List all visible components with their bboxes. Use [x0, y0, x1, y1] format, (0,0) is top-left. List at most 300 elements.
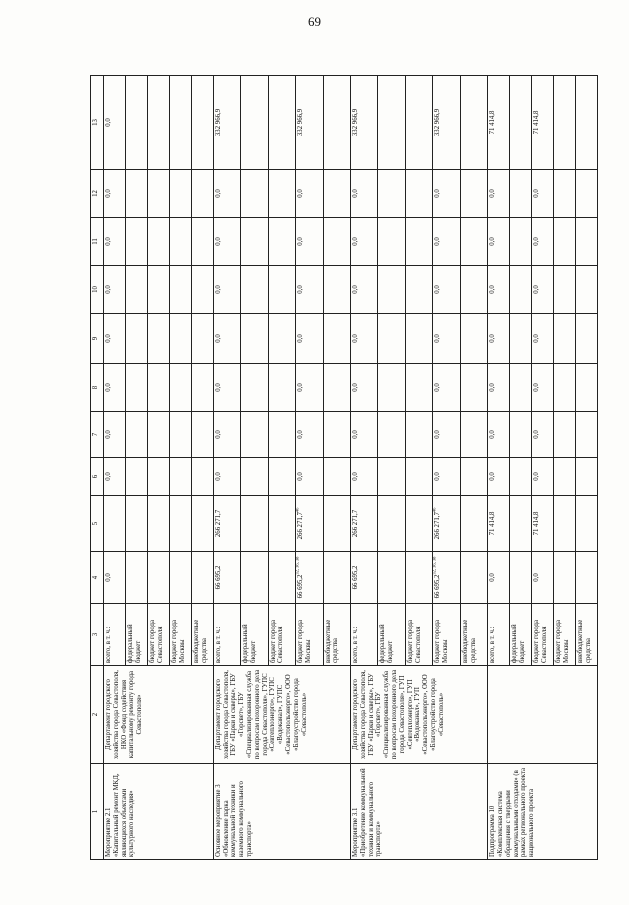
value-text: 266 271,7 [214, 509, 222, 538]
value-text: 0,0 [297, 334, 305, 343]
header-cell: 9 [91, 314, 104, 364]
page-number: 69 [308, 14, 321, 29]
value-text: 0,0 [105, 573, 112, 582]
value-cell-col-9 [296, 314, 323, 364]
funding-source-cell: бюджет города Севастополя [147, 604, 169, 666]
value-cell-col-11 [488, 218, 510, 266]
value-cell-col-12 [350, 170, 377, 218]
value-cell-col-5 [378, 496, 405, 552]
value-cell-col-4 [488, 552, 510, 604]
value-cell-col-5 [125, 496, 147, 552]
value-cell-col-13 [350, 76, 377, 170]
value-text: 0,0 [297, 383, 305, 392]
value-cell-col-6 [532, 458, 554, 496]
value-cell-col-5 [241, 496, 268, 552]
activity-name-cell: Подпрограмма 10 «Комплексная система обращения с твердыми коммунальными отходами» (в рамках регионального проекта национального проекта [488, 764, 598, 860]
executor-cell [488, 666, 598, 764]
value-cell-col-12 [268, 170, 295, 218]
value-cell-col-12 [433, 170, 460, 218]
value-cell-col-7 [268, 412, 295, 458]
header-cell: 12 [91, 170, 104, 218]
funding-table [90, 75, 598, 860]
value-cell-col-5 [350, 496, 377, 552]
value-text: 0,0 [351, 334, 359, 343]
value-text: 0,0 [297, 285, 305, 294]
value-text: 0,0 [214, 334, 222, 343]
value-text: 332 966,9 [351, 108, 359, 137]
value-cell-col-9 [104, 314, 126, 364]
value-cell-col-7 [147, 412, 169, 458]
value-text: 0,0 [434, 472, 442, 481]
table-row [213, 76, 240, 860]
value-text: 0,0 [214, 237, 222, 246]
activity-name-cell: Основное мероприятие 3 «Обновление парка коммунальной техники и наземного коммунального транспорта» [213, 764, 350, 860]
value-cell-col-7 [488, 412, 510, 458]
value-text: 0,0 [434, 383, 442, 392]
value-cell-col-7 [378, 412, 405, 458]
value-cell-col-4 [241, 552, 268, 604]
value-cell-col-9 [241, 314, 268, 364]
header-cell: 5 [91, 496, 104, 552]
header-cell: 3 [91, 604, 104, 666]
value-text: 0,0 [351, 189, 359, 198]
value-cell-col-4 [460, 552, 487, 604]
value-cell-col-9 [169, 314, 191, 364]
value-cell-col-13 [104, 76, 126, 170]
funding-source-cell: федеральный бюджет [510, 604, 532, 666]
value-cell-col-12 [510, 170, 532, 218]
value-cell-col-6 [296, 458, 323, 496]
value-text: 332 966,9 [214, 108, 222, 137]
value-cell-col-11 [147, 218, 169, 266]
value-text: 0,0 [434, 237, 442, 246]
table-row [488, 76, 510, 860]
value-cell-col-10 [575, 266, 597, 314]
value-cell-col-4 [268, 552, 295, 604]
value-cell-col-4 [554, 552, 576, 604]
value-cell-col-13 [191, 76, 213, 170]
funding-source-cell: бюджет города Севастополя [405, 604, 432, 666]
value-cell-col-9 [268, 314, 295, 364]
value-cell-col-13 [147, 76, 169, 170]
value-cell-col-6 [241, 458, 268, 496]
value-cell-col-13 [268, 76, 295, 170]
value-text: 0,0 [105, 237, 112, 246]
value-cell-col-6 [104, 458, 126, 496]
value-text: 0,0 [105, 383, 112, 392]
header-cell: 8 [91, 364, 104, 412]
value-text: 0,0 [434, 189, 442, 198]
value-cell-col-11 [510, 218, 532, 266]
value-text: 0,0 [533, 383, 541, 392]
value-cell-col-9 [350, 314, 377, 364]
funding-source-cell: всего, в т. ч.: [350, 604, 377, 666]
value-cell-col-11 [169, 218, 191, 266]
value-text: 0,0 [489, 189, 497, 198]
value-cell-col-6 [169, 458, 191, 496]
funding-source-cell: федеральный бюджет [241, 604, 268, 666]
value-cell-col-4 [104, 552, 126, 604]
funding-source-cell: бюджет города Севастополя [268, 604, 295, 666]
value-cell-col-13 [460, 76, 487, 170]
value-cell-col-7 [191, 412, 213, 458]
table-body [104, 76, 598, 860]
value-cell-col-13 [241, 76, 268, 170]
value-cell-col-7 [405, 412, 432, 458]
value-cell-col-6 [575, 458, 597, 496]
value-cell-col-7 [510, 412, 532, 458]
value-text: 71 414,8 [489, 511, 497, 536]
value-cell-col-8 [323, 364, 350, 412]
value-cell-col-5 [488, 496, 510, 552]
value-cell-col-8 [575, 364, 597, 412]
value-cell-col-12 [213, 170, 240, 218]
value-text: 0,0 [351, 285, 359, 294]
value-text: 0,0 [351, 383, 359, 392]
value-cell-col-13 [323, 76, 350, 170]
value-cell-col-6 [323, 458, 350, 496]
value-cell-col-11 [405, 218, 432, 266]
value-cell-col-5 [104, 496, 126, 552]
value-cell-col-5 [554, 496, 576, 552]
value-text: 0,0 [533, 472, 541, 481]
funding-source-cell: внебюджетные средства [191, 604, 213, 666]
funding-source-cell: бюджет города Москвы [433, 604, 460, 666]
value-cell-col-7 [460, 412, 487, 458]
value-cell-col-8 [510, 364, 532, 412]
value-cell-col-11 [532, 218, 554, 266]
value-cell-col-8 [433, 364, 460, 412]
value-cell-col-10 [104, 266, 126, 314]
activity-name-cell: Мероприятие 3.1 «Приобретение коммунальной техники и коммунального транспорта» [350, 764, 487, 860]
table-row [104, 76, 126, 860]
value-cell-col-8 [350, 364, 377, 412]
value-cell-col-11 [433, 218, 460, 266]
value-cell-col-6 [433, 458, 460, 496]
value-text: 0,0 [297, 430, 305, 439]
value-cell-col-9 [532, 314, 554, 364]
value-text: 332 966,9 [434, 108, 442, 137]
value-cell-col-7 [104, 412, 126, 458]
funding-source-cell: федеральный бюджет [125, 604, 147, 666]
value-cell-col-10 [241, 266, 268, 314]
value-cell-col-12 [554, 170, 576, 218]
value-text: 71 414,8 [489, 110, 497, 135]
value-cell-col-12 [147, 170, 169, 218]
value-cell-col-12 [405, 170, 432, 218]
funding-source-cell: внебюджетные средства [323, 604, 350, 666]
value-text: 0,0 [105, 334, 112, 343]
value-cell-col-6 [147, 458, 169, 496]
value-text: 0,0 [214, 383, 222, 392]
value-text: 0,0 [105, 118, 112, 127]
value-cell-col-8 [460, 364, 487, 412]
value-text: 0,0 [533, 573, 541, 582]
value-cell-col-7 [350, 412, 377, 458]
value-cell-col-11 [378, 218, 405, 266]
value-cell-col-4 [510, 552, 532, 604]
value-cell-col-9 [213, 314, 240, 364]
value-cell-col-8 [488, 364, 510, 412]
value-cell-col-12 [532, 170, 554, 218]
value-cell-col-10 [350, 266, 377, 314]
value-cell-col-10 [125, 266, 147, 314]
value-cell-col-5 [268, 496, 295, 552]
value-cell-col-10 [296, 266, 323, 314]
value-cell-col-12 [296, 170, 323, 218]
value-cell-col-10 [378, 266, 405, 314]
funding-source-cell: всего, в т. ч.: [213, 604, 240, 666]
value-cell-col-8 [296, 364, 323, 412]
value-text: 0,0 [105, 189, 112, 198]
rotated-table-frame [90, 76, 598, 860]
value-cell-col-5 [460, 496, 487, 552]
value-cell-col-12 [241, 170, 268, 218]
value-cell-col-13 [378, 76, 405, 170]
value-cell-col-4 [350, 552, 377, 604]
value-cell-col-7 [575, 412, 597, 458]
value-cell-col-11 [268, 218, 295, 266]
footnote-ref: 46 [294, 507, 300, 513]
value-text: 0,0 [489, 334, 497, 343]
value-cell-col-10 [532, 266, 554, 314]
value-cell-col-5 [433, 496, 460, 552]
value-cell-col-6 [510, 458, 532, 496]
funding-source-cell: бюджет города Севастополя [532, 604, 554, 666]
value-cell-col-6 [488, 458, 510, 496]
value-cell-col-6 [460, 458, 487, 496]
value-cell-col-5 [323, 496, 350, 552]
footnote-ref: 32, 36, 38 [294, 556, 300, 575]
value-text: 0,0 [214, 285, 222, 294]
value-text: 0,0 [297, 237, 305, 246]
value-cell-col-11 [104, 218, 126, 266]
header-cell: 6 [91, 458, 104, 496]
value-text: 0,0 [489, 237, 497, 246]
value-cell-col-8 [213, 364, 240, 412]
value-cell-col-11 [460, 218, 487, 266]
value-cell-col-9 [575, 314, 597, 364]
value-cell-col-6 [125, 458, 147, 496]
value-cell-col-10 [460, 266, 487, 314]
value-cell-col-7 [169, 412, 191, 458]
value-text: 0,0 [489, 472, 497, 481]
value-text: 0,0 [297, 472, 305, 481]
value-cell-col-7 [433, 412, 460, 458]
value-cell-col-5 [296, 496, 323, 552]
value-cell-col-6 [213, 458, 240, 496]
value-text: 0,0 [434, 285, 442, 294]
value-cell-col-13 [575, 76, 597, 170]
value-cell-col-6 [350, 458, 377, 496]
value-cell-col-5 [213, 496, 240, 552]
value-cell-col-6 [268, 458, 295, 496]
value-text: 0,0 [105, 430, 112, 439]
value-cell-col-8 [147, 364, 169, 412]
value-cell-col-10 [169, 266, 191, 314]
value-cell-col-8 [532, 364, 554, 412]
header-cell: 2 [91, 666, 104, 764]
executor-cell: Департамент городского хозяйства города Севастополя, ГБУ «Парки и скверы», ГБУ «Горсвет», ГБУ «Специализированная служба по вопросам похоронного дела города Севастополя», ГУП «Севтеплоэнерго», ГУП «Водоканал», ГУП «Севастопольэнерго», ООО «Благоустройство города «Севастополь» [350, 666, 487, 764]
value-cell-col-12 [460, 170, 487, 218]
header-cell: 4 [91, 552, 104, 604]
value-text: 71 414,8 [533, 511, 541, 536]
value-cell-col-12 [104, 170, 126, 218]
value-text: 0,0 [297, 189, 305, 198]
value-cell-col-8 [125, 364, 147, 412]
value-cell-col-4 [147, 552, 169, 604]
funding-source-cell: федеральный бюджет [378, 604, 405, 666]
value-text: 0,0 [434, 430, 442, 439]
value-cell-col-4 [125, 552, 147, 604]
value-cell-col-13 [405, 76, 432, 170]
value-cell-col-13 [488, 76, 510, 170]
value-text: 0,0 [533, 237, 541, 246]
value-cell-col-9 [488, 314, 510, 364]
header-cell: 13 [91, 76, 104, 170]
value-cell-col-13 [554, 76, 576, 170]
value-cell-col-13 [433, 76, 460, 170]
value-text: 0,0 [105, 472, 112, 481]
value-cell-col-13 [296, 76, 323, 170]
value-cell-col-9 [405, 314, 432, 364]
value-cell-col-11 [213, 218, 240, 266]
value-cell-col-4 [169, 552, 191, 604]
value-text: 66 695,2 [351, 565, 359, 590]
value-text: 0,0 [489, 573, 497, 582]
value-cell-col-4 [575, 552, 597, 604]
value-cell-col-5 [191, 496, 213, 552]
value-cell-col-6 [405, 458, 432, 496]
funding-source-cell: бюджет города Москвы [296, 604, 323, 666]
executor-cell: Департамент городского хозяйства города Севастополя, НКО «Фонд содействия капитальному ремонту города Севастополя» [104, 666, 214, 764]
value-cell-col-10 [323, 266, 350, 314]
value-cell-col-9 [460, 314, 487, 364]
value-cell-col-9 [510, 314, 532, 364]
value-cell-col-8 [191, 364, 213, 412]
funding-source-cell: бюджет города Москвы [554, 604, 576, 666]
value-cell-col-8 [378, 364, 405, 412]
value-text: 0,0 [214, 472, 222, 481]
value-text: 266 271,7 [351, 509, 359, 538]
value-cell-col-8 [241, 364, 268, 412]
value-cell-col-7 [532, 412, 554, 458]
value-text: 0,0 [533, 334, 541, 343]
value-cell-col-8 [554, 364, 576, 412]
value-cell-col-13 [532, 76, 554, 170]
header-cell: 11 [91, 218, 104, 266]
value-cell-col-9 [378, 314, 405, 364]
value-text: 71 414,8 [533, 110, 541, 135]
value-cell-col-12 [169, 170, 191, 218]
value-cell-col-11 [191, 218, 213, 266]
executor-cell: Департамент городского хозяйства города Севастополя, ГБУ «Парки и скверы», ГБУ «Горсвет», ГБУ «Специализированная служба по вопросам похоронного дела города Севастополя», ГУПС «Севтеплоэнерго», ГУПС «Водоканал», ГУПС «Севастопольэнерго», ООО «Благоустройство города «Севастополь» [213, 666, 350, 764]
activity-name-cell: Мероприятие 2.1 «Капитальный ремонт МКД, являющихся объектами культурного наследия» [104, 764, 214, 860]
value-cell-col-8 [169, 364, 191, 412]
value-cell-col-9 [433, 314, 460, 364]
funding-source-cell: всего, в т. ч.: [104, 604, 126, 666]
value-cell-col-6 [378, 458, 405, 496]
value-cell-col-4 [532, 552, 554, 604]
value-cell-col-10 [191, 266, 213, 314]
value-text: 266 271,7 [434, 512, 442, 540]
funding-source-cell: всего, в т. ч.: [488, 604, 510, 666]
value-cell-col-10 [405, 266, 432, 314]
value-cell-col-10 [554, 266, 576, 314]
value-cell-col-11 [350, 218, 377, 266]
value-text: 0,0 [533, 430, 541, 439]
value-cell-col-4 [296, 552, 323, 604]
value-cell-col-9 [147, 314, 169, 364]
value-cell-col-8 [104, 364, 126, 412]
value-cell-col-10 [488, 266, 510, 314]
value-cell-col-11 [241, 218, 268, 266]
value-cell-col-10 [433, 266, 460, 314]
value-text: 0,0 [105, 285, 112, 294]
value-cell-col-6 [554, 458, 576, 496]
value-cell-col-7 [241, 412, 268, 458]
value-text: 66 695,2 [434, 574, 442, 599]
value-cell-col-4 [323, 552, 350, 604]
value-cell-col-12 [323, 170, 350, 218]
value-cell-col-5 [575, 496, 597, 552]
value-cell-col-9 [554, 314, 576, 364]
value-cell-col-10 [268, 266, 295, 314]
value-cell-col-13 [125, 76, 147, 170]
footnote-ref: 32, 36, 38 [432, 556, 437, 575]
value-text: 0,0 [351, 430, 359, 439]
value-cell-col-13 [510, 76, 532, 170]
value-cell-col-5 [532, 496, 554, 552]
value-cell-col-4 [378, 552, 405, 604]
value-text: 0,0 [489, 383, 497, 392]
value-cell-col-5 [510, 496, 532, 552]
value-cell-col-11 [575, 218, 597, 266]
value-cell-col-9 [323, 314, 350, 364]
table-row [350, 76, 377, 860]
value-cell-col-4 [213, 552, 240, 604]
value-cell-col-13 [213, 76, 240, 170]
value-cell-col-10 [510, 266, 532, 314]
value-cell-col-12 [125, 170, 147, 218]
value-cell-col-12 [488, 170, 510, 218]
value-cell-col-9 [125, 314, 147, 364]
value-cell-col-10 [213, 266, 240, 314]
value-cell-col-13 [169, 76, 191, 170]
value-cell-col-12 [378, 170, 405, 218]
value-text: 0,0 [489, 285, 497, 294]
value-cell-col-4 [405, 552, 432, 604]
value-cell-col-5 [405, 496, 432, 552]
value-cell-col-8 [405, 364, 432, 412]
value-text: 0,0 [214, 430, 222, 439]
value-cell-col-11 [554, 218, 576, 266]
value-cell-col-5 [147, 496, 169, 552]
value-cell-col-11 [323, 218, 350, 266]
value-cell-col-7 [554, 412, 576, 458]
header-cell: 1 [91, 764, 104, 860]
value-cell-col-7 [213, 412, 240, 458]
value-text: 0,0 [351, 237, 359, 246]
value-text: 66 695,2 [214, 565, 222, 590]
value-cell-col-11 [296, 218, 323, 266]
value-cell-col-9 [191, 314, 213, 364]
value-cell-col-7 [296, 412, 323, 458]
header-row [91, 76, 104, 860]
value-text: 0,0 [214, 189, 222, 198]
value-text: 0,0 [351, 472, 359, 481]
value-cell-col-5 [169, 496, 191, 552]
